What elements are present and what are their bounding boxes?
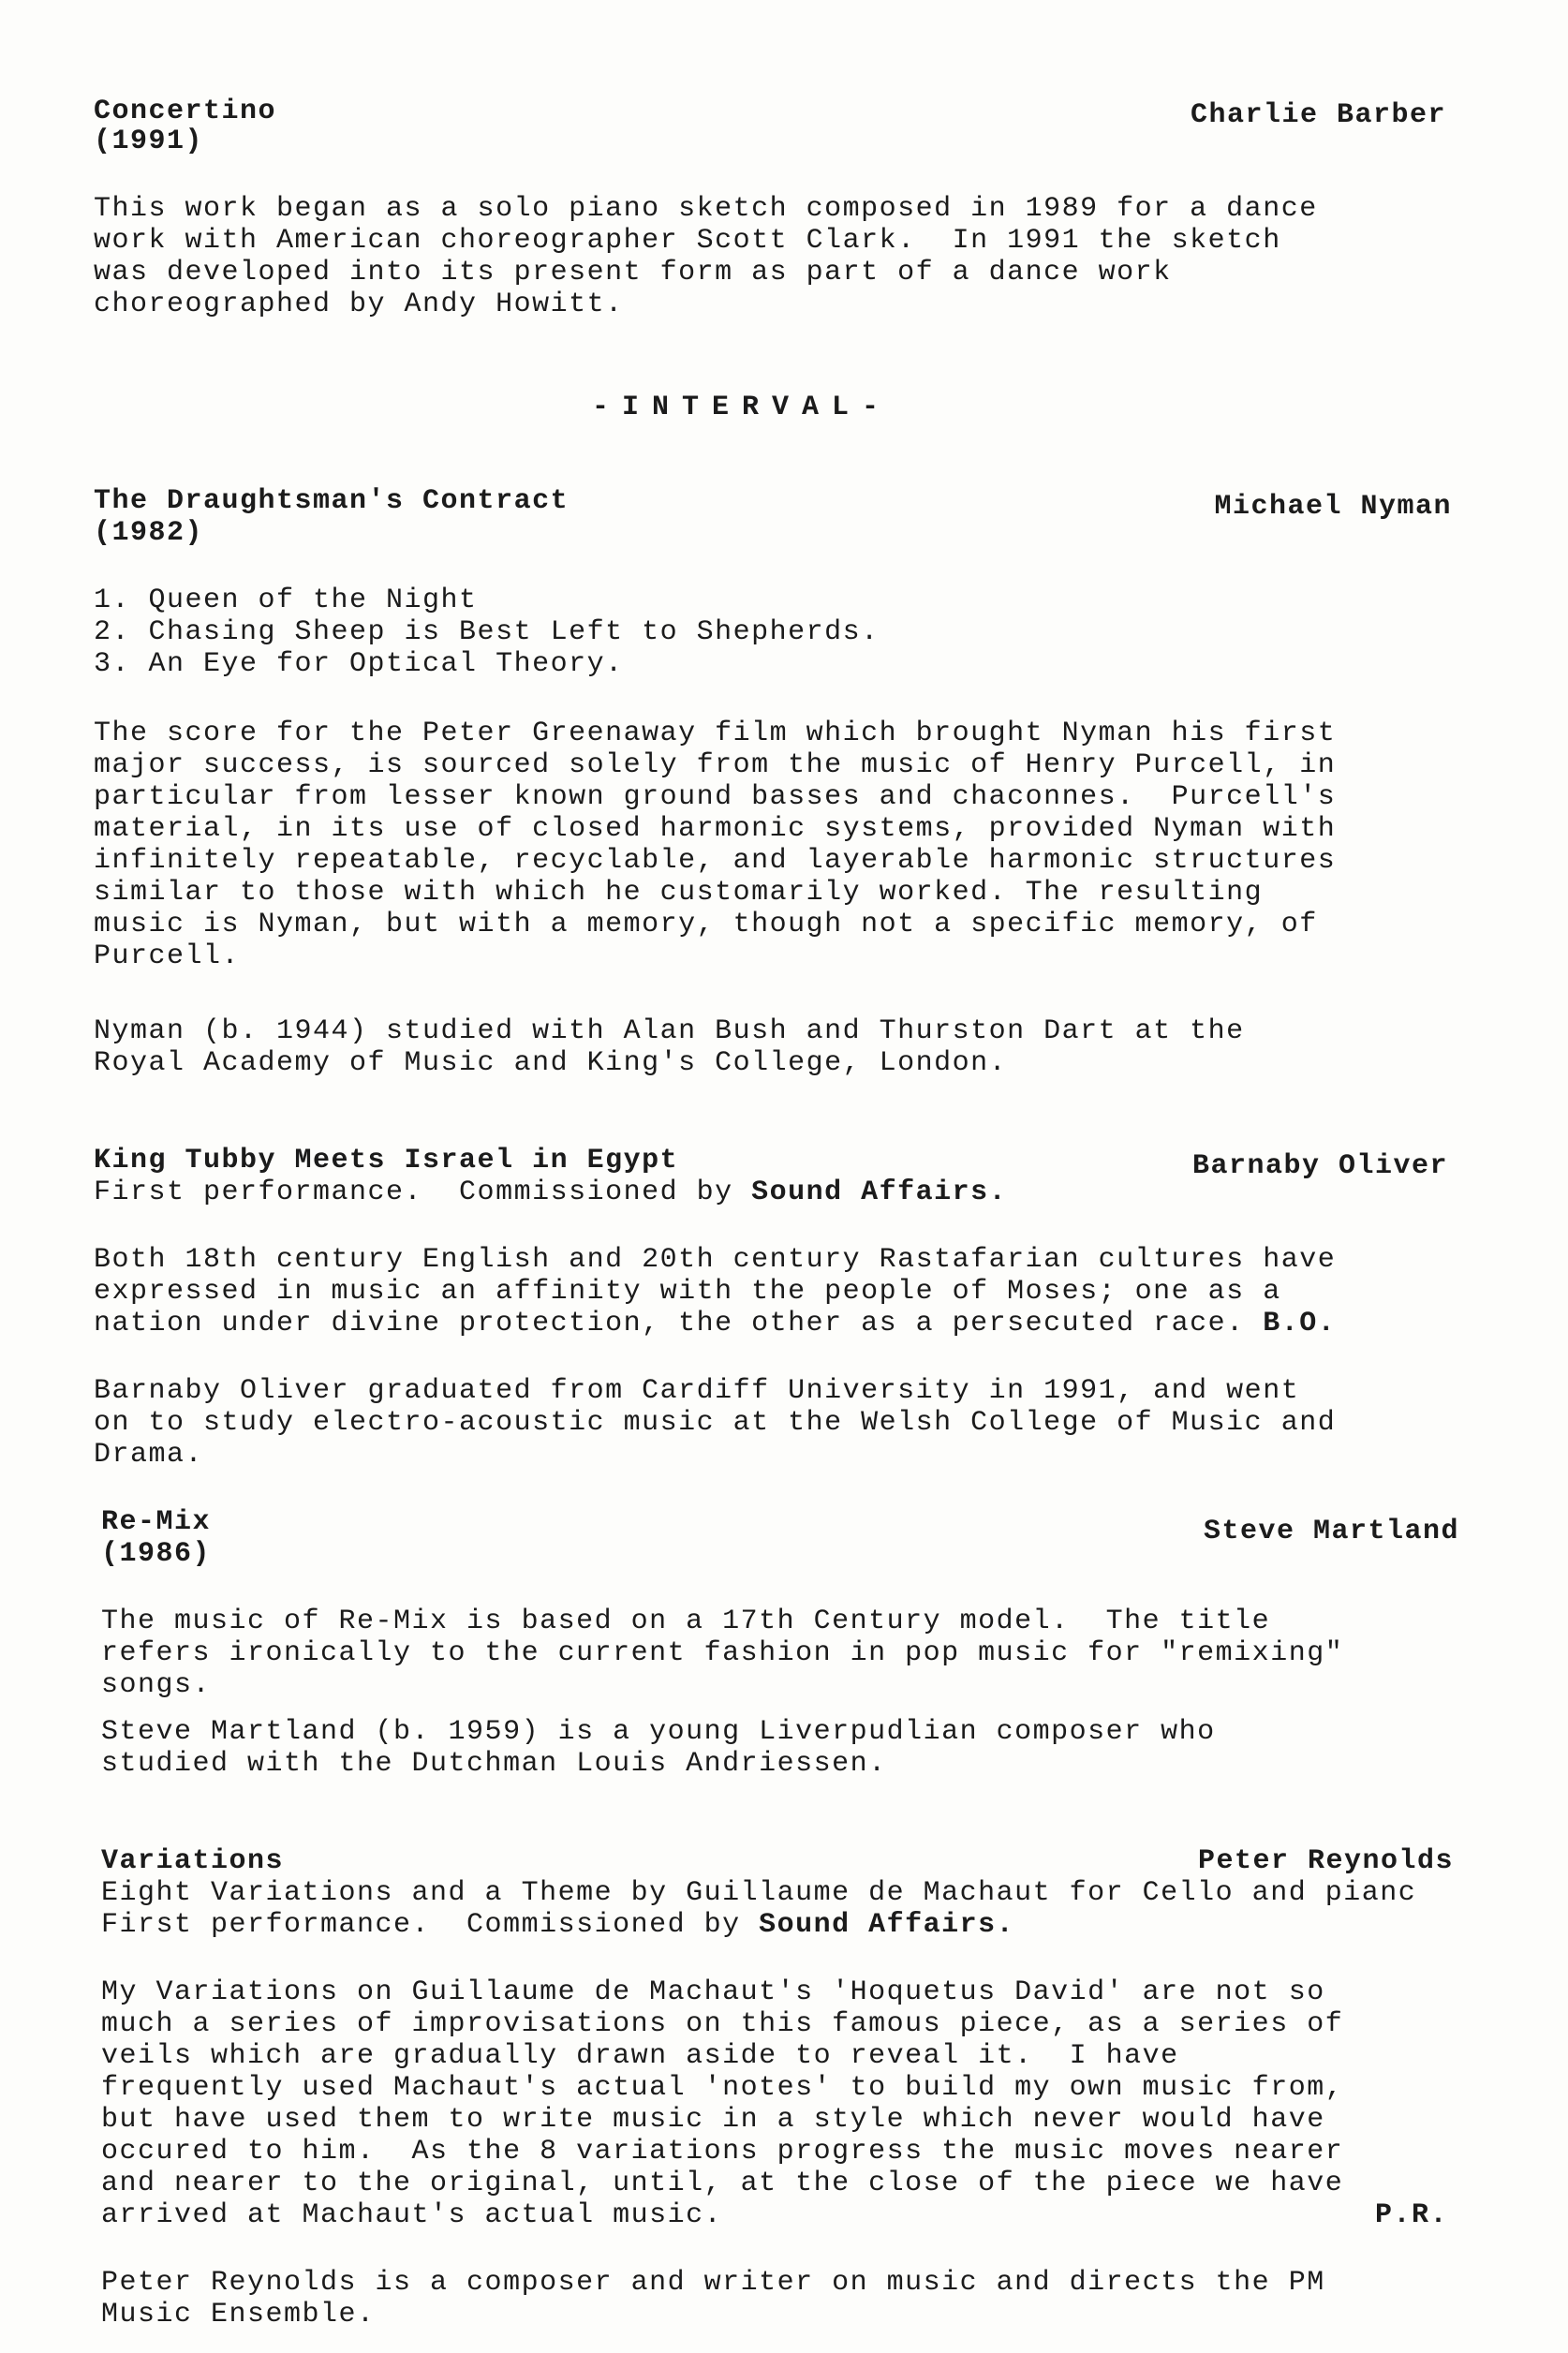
concertino-desc-line: This work began as a solo piano sketch composed in 1989 for a dance (94, 193, 1318, 225)
draughtsman-bio-line: Royal Academy of Music and King's College, London. (94, 1047, 1008, 1079)
variations-desc-line: veils which are gradually drawn aside to reveal it. I have (101, 2040, 1179, 2072)
remix-composer: Steve Martland (1203, 1516, 1459, 1547)
draughtsman-desc-line: infinitely repeatable, recyclable, and layerable harmonic structures (94, 845, 1337, 877)
variations-bio-line: Peter Reynolds is a composer and writer on music and directs the PM (101, 2267, 1325, 2299)
tubby-composer: Barnaby Oliver (1191, 1150, 1448, 1182)
concertino-year: (1991) (94, 126, 204, 157)
variations-desc-line: My Variations on Guillaume de Machaut's 'Hoquetus David' are not so (101, 1976, 1325, 2008)
remix-bio-line: Steve Martland (b. 1959) is a young Liverpudlian composer who (101, 1716, 1216, 1748)
variations-desc-line: but have used them to write music in a style which never would have (101, 2104, 1325, 2136)
tubby-desc-line: Both 18th century English and 20th century Rastafarian cultures have (94, 1244, 1337, 1276)
author-initials: P.R. (1374, 2199, 1448, 2231)
tubby-desc-line (94, 1308, 1336, 1339)
commissioner-name: Sound Affairs. (759, 1909, 1015, 1941)
concertino-title: Concertino (94, 96, 277, 127)
remix-title: Re-Mix (101, 1506, 212, 1538)
remix-desc-line: songs. (101, 1669, 212, 1701)
draughtsman-desc-line: Purcell. (94, 940, 241, 972)
concertino-desc-line: was developed into its present form as part of a dance work (94, 257, 1172, 289)
draughtsman-desc-line: major success, is sourced solely from the music of Henry Purcell, in (94, 749, 1337, 781)
variations-desc-line: frequently used Machaut's actual 'notes' to build my own music from, (101, 2072, 1344, 2104)
remix-bio-line: studied with the Dutchman Louis Andriessen. (101, 1748, 887, 1780)
movement-item: 1. Queen of the Night (94, 585, 478, 616)
draughtsman-desc-line: particular from lesser known ground basses and chaconnes. Purcell's (94, 781, 1337, 813)
variations-desc-line: occured to him. As the 8 variations progress the music moves nearer (101, 2136, 1344, 2168)
variations-title: Variations (101, 1845, 285, 1877)
concertino-desc-line: work with American choreographer Scott Clark. In 1991 the sketch (94, 225, 1281, 257)
remix-year: (1986) (101, 1538, 212, 1570)
remix-desc-line: refers ironically to the current fashion in pop music for "remixing" (101, 1637, 1344, 1669)
draughtsman-bio-line: Nyman (b. 1944) studied with Alan Bush and Thurston Dart at the (94, 1015, 1245, 1047)
draughtsman-year: (1982) (94, 517, 204, 549)
variations-performance (101, 1909, 1014, 1941)
tubby-desc-text: nation under divine protection, the other as a persecuted race. (94, 1308, 1264, 1339)
performance-text: First performance. Commissioned by (101, 1909, 760, 1941)
performance-text: First performance. Commissioned by (94, 1176, 752, 1208)
tubby-bio-line: Barnaby Oliver graduated from Cardiff University in 1991, and went (94, 1375, 1300, 1407)
draughtsman-desc-line: material, in its use of closed harmonic systems, provided Nyman with (94, 813, 1337, 845)
movement-item: 2. Chasing Sheep is Best Left to Shepherds. (94, 616, 880, 648)
tubby-desc-line: expressed in music an affinity with the people of Moses; one as a (94, 1276, 1281, 1308)
draughtsman-desc-line: The score for the Peter Greenaway film which brought Nyman his first (94, 718, 1337, 749)
movement-item: 3. An Eye for Optical Theory. (94, 648, 624, 680)
concertino-composer: Charlie Barber (1190, 99, 1446, 131)
draughtsman-title: The Draughtsman's Contract (94, 485, 570, 517)
tubby-bio-line: on to study electro-acoustic music at the Welsh College of Music and (94, 1407, 1337, 1439)
commissioner-name: Sound Affairs. (751, 1176, 1008, 1208)
tubby-performance (94, 1176, 1007, 1208)
author-initials: B.O. (1263, 1308, 1337, 1339)
tubby-title: King Tubby Meets Israel in Egypt (94, 1145, 679, 1176)
variations-desc-line: and nearer to the original, until, at the close of the piece we have (101, 2168, 1344, 2199)
variations-desc-line: arrived at Machaut's actual music. (101, 2199, 723, 2231)
interval-heading: -INTERVAL- (592, 392, 893, 423)
tubby-bio-line: Drama. (94, 1439, 204, 1471)
variations-bio-line: Music Ensemble. (101, 2299, 376, 2331)
remix-desc-line: The music of Re-Mix is based on a 17th Century model. The title (101, 1606, 1271, 1637)
draughtsman-desc-line: music is Nyman, but with a memory, though not a specific memory, of (94, 909, 1318, 940)
variations-composer: Peter Reynolds (1197, 1845, 1454, 1877)
concertino-desc-line: choreographed by Andy Howitt. (94, 289, 624, 320)
draughtsman-desc-line: similar to those with which he customarily worked. The resulting (94, 877, 1264, 909)
variations-subtitle: Eight Variations and a Theme by Guillaume de Machaut for Cello and pianc (101, 1877, 1417, 1909)
draughtsman-composer: Michael Nyman (1214, 491, 1452, 523)
variations-desc-line: much a series of improvisations on this famous piece, as a series of (101, 2008, 1344, 2040)
